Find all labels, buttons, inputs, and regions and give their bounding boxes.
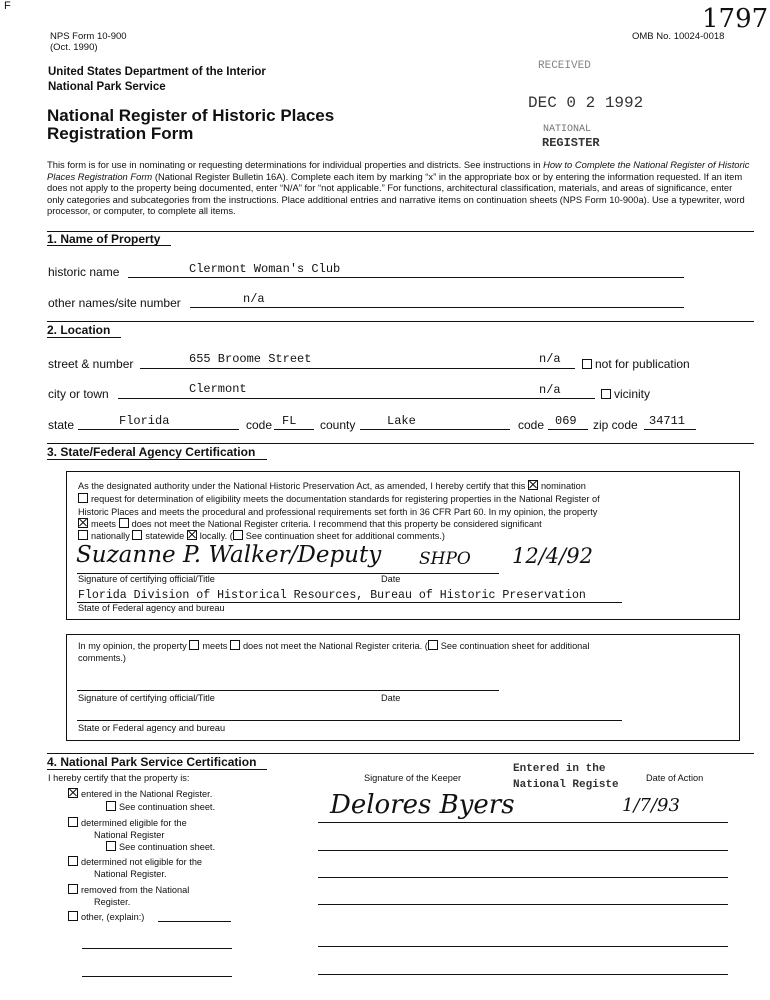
other-names-value[interactable]: n/a [243, 292, 265, 306]
see-continuation-checkbox[interactable] [233, 530, 243, 540]
see-continuation1[interactable]: See continuation sheet. [106, 801, 215, 814]
section1-heading: 1. Name of Property [47, 232, 161, 246]
certifying-date: 12/4/92 [512, 544, 593, 568]
form-date: (Oct. 1990) [50, 42, 98, 53]
section3-rule [47, 443, 754, 444]
city-na: n/a [539, 383, 561, 397]
keeper-line1 [318, 822, 728, 823]
zip-line [644, 429, 696, 430]
handwritten-number: 1797 [702, 4, 769, 34]
opinion-meets-checkbox[interactable] [189, 640, 199, 650]
corner-mark: F [4, 0, 11, 12]
national-stamp: NATIONAL [543, 124, 592, 135]
date-label: Date [381, 574, 401, 584]
other-line3 [82, 976, 232, 977]
state-code-label: code [246, 418, 273, 432]
action-date: 1/7/93 [622, 795, 680, 816]
historic-name-line [128, 277, 684, 278]
section2-heading: 2. Location [47, 323, 111, 337]
section4-heading: 4. National Park Service Certification [47, 755, 257, 769]
determined-eligible-option[interactable]: determined eligible for the [68, 817, 187, 830]
date2-label: Date [381, 693, 401, 703]
cert-line2: request for determination of eligibility meets the documentation standards for registering properties in the National Register of [78, 493, 600, 506]
keeper-label: Signature of the Keeper [364, 773, 462, 783]
other-line2 [82, 948, 232, 949]
historic-name-label: historic name [48, 265, 120, 279]
department-line2: National Park Service [48, 81, 166, 93]
city-value[interactable]: Clermont [189, 382, 247, 396]
determined-eligible-checkbox[interactable] [68, 817, 78, 827]
see-continuation1-checkbox[interactable] [106, 801, 116, 811]
determined-eligible-line2: National Register [94, 830, 165, 840]
section2-underline [47, 337, 121, 338]
state-line [78, 429, 239, 430]
keeper-line3 [318, 877, 728, 878]
section2-rule [47, 321, 754, 322]
cert-line1: As the designated authority under the National Historic Preservation Act, as amended, I hereby certify that this nomination [78, 481, 586, 491]
not-for-publication-checkbox[interactable] [582, 359, 592, 369]
received-stamp: RECEIVED [538, 60, 591, 72]
county-code-line [548, 429, 588, 430]
certify-statement: I hereby certify that the property is: [48, 773, 190, 783]
removed-checkbox[interactable] [68, 884, 78, 894]
signature-label: Signature of certifying official/Title [78, 574, 215, 584]
omb-number: OMB No. 10024-0018 [632, 31, 725, 42]
other-names-label: other names/site number [48, 296, 181, 310]
state-code-line [274, 429, 314, 430]
national-register-stamp: National Registe [513, 779, 619, 791]
section3-heading: 3. State/Federal Agency Certification [47, 445, 256, 459]
opinion-line2: comments.) [78, 653, 126, 663]
cert-line4: meets does not meet the National Register criteria. I recommend that this property be considered significant [78, 518, 542, 531]
keeper-signature: Delores Byers [330, 790, 515, 820]
agency2-label: State or Federal agency and bureau [78, 723, 226, 733]
state-label: state [48, 418, 75, 432]
vicinity-checkbox[interactable] [601, 389, 611, 399]
determined-not-eligible-option[interactable]: determined not eligible for the [68, 856, 202, 869]
request-determination-checkbox[interactable] [78, 493, 88, 503]
signature2-label: Signature of certifying official/Title [78, 693, 215, 703]
zip-label: zip code [593, 418, 638, 432]
department-line1: United States Department of the Interior [48, 66, 266, 78]
city-label: city or town [48, 387, 109, 401]
county-line [360, 429, 510, 430]
agency2-line [77, 720, 622, 721]
city-line [118, 398, 595, 399]
keeper-line2 [318, 850, 728, 851]
certifying-title: SHPO [419, 549, 471, 569]
section4-underline [47, 769, 267, 770]
street-na: n/a [539, 352, 561, 366]
state-code-value[interactable]: FL [282, 414, 297, 428]
meets-checkbox[interactable] [78, 518, 88, 528]
form-title-line1: National Register of Historic Places [47, 106, 335, 125]
form-number: NPS Form 10-900 [50, 31, 127, 42]
keeper-line5 [318, 946, 728, 947]
not-for-publication[interactable]: not for publication [582, 357, 690, 371]
nomination-checkbox[interactable] [528, 480, 538, 490]
state-value[interactable]: Florida [119, 414, 170, 428]
removed-line2: Register. [94, 897, 131, 907]
see-continuation2[interactable]: See continuation sheet. [106, 841, 215, 854]
county-label: county [320, 418, 356, 432]
zip-value[interactable]: 34711 [649, 414, 686, 428]
locally-checkbox[interactable] [187, 530, 197, 540]
intro-text: This form is for use in nominating or requesting determinations for individual properties and districts. See instructions in How to Complete the National Register of Historic Places Registration Form (National Register Bulletin 16A). Complete each item by marking “x” in the appropriate box or by entering the information requested. If an item does not apply to the property being documented, enter “N/A” for “not applicable.” For functions, architectural classification, materials, and areas of significance, enter only categories and subcategories from the instructions. Place additional entries and narrative items on continuation sheets (NPS Form 10-900a). Use a typewriter, word processor, or computer, to complete all items. [47, 159, 750, 216]
certifying-signature: Suzanne P. Walker/Deputy [76, 542, 382, 568]
county-value[interactable]: Lake [387, 414, 416, 428]
agency-value[interactable]: Florida Division of Historical Resources, Bureau of Historic Preservation [78, 589, 586, 602]
nationally-checkbox[interactable] [78, 530, 88, 540]
county-code-value[interactable]: 069 [555, 414, 577, 428]
received-date-stamp: DEC 0 2 1992 [528, 94, 644, 112]
keeper-line6 [318, 974, 728, 975]
removed-option[interactable]: removed from the National [68, 884, 189, 897]
historic-name-value[interactable]: Clermont Woman's Club [189, 262, 341, 276]
section1-underline [47, 245, 171, 246]
cert-line5: nationally statewide locally. ( See continuation sheet for additional comments.) [78, 530, 445, 543]
cert-line3: Historic Places and meets the procedural and professional requirements set forth in 36 CFR Part 60. In my opinion, the property [78, 507, 598, 517]
vicinity[interactable]: vicinity [601, 387, 650, 401]
register-stamp: REGISTER [542, 136, 600, 150]
entered-stamp: Entered in the [513, 763, 606, 775]
see-continuation2-checkbox[interactable] [106, 841, 116, 851]
other-checkbox[interactable] [68, 911, 78, 921]
section4-rule [47, 753, 754, 754]
opinion-see-checkbox[interactable] [428, 640, 438, 650]
entered-checkbox[interactable] [68, 788, 78, 798]
entered-option[interactable]: entered in the National Register. [68, 788, 212, 801]
determined-not-eligible-checkbox[interactable] [68, 856, 78, 866]
does-not-meet-checkbox[interactable] [119, 518, 129, 528]
section3-underline [47, 459, 267, 460]
form-title-line2: Registration Form [47, 124, 194, 143]
street-line [140, 368, 575, 369]
other-option[interactable]: other, (explain:) [68, 911, 144, 924]
street-label: street & number [48, 357, 134, 371]
opinion-line1: In my opinion, the property meets does not meet the National Register criteria. ( See continuation sheet for additional [78, 641, 590, 651]
keeper-line4 [318, 904, 728, 905]
other-line1 [158, 921, 231, 922]
street-value[interactable]: 655 Broome Street [189, 352, 312, 366]
signature2-line [77, 690, 499, 691]
other-names-line [190, 307, 684, 308]
agency-label: State of Federal agency and bureau [78, 603, 225, 613]
opinion-not-meet-checkbox[interactable] [230, 640, 240, 650]
determined-not-eligible-line2: National Register. [94, 869, 167, 879]
statewide-checkbox[interactable] [132, 530, 142, 540]
date-of-action-label: Date of Action [646, 773, 704, 783]
county-code-label: code [518, 418, 545, 432]
